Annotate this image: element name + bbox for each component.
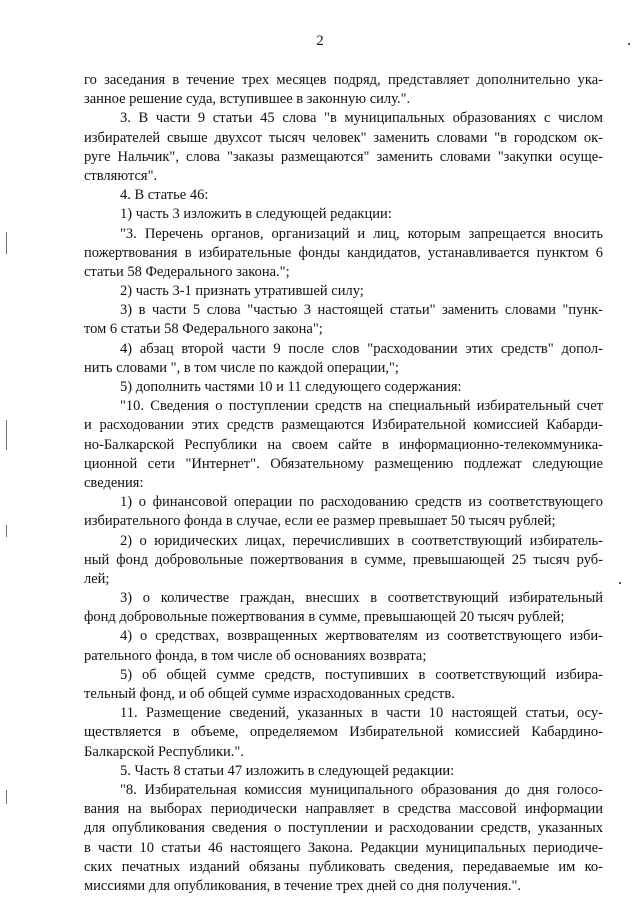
text-line: ществляется в объеме, определяемом Избирательной комиссией Кабардино- xyxy=(84,724,603,741)
text-line: 5. Часть 8 статьи 47 изложить в следующей редакции: xyxy=(120,762,455,779)
page-number: 2 xyxy=(316,33,324,49)
text-line: "10. Сведения о поступлении средств на специальный избирательный счет xyxy=(120,398,603,415)
text-line: 2) о юридических лицах, перечисливших в соответствующий избиратель- xyxy=(120,532,603,549)
text-line: руге Нальчик", слова "заказы размещаются" заменить словами "закупки осуще- xyxy=(84,148,603,165)
text-line: 4) абзац второй части 9 после слов "расходовании этих средств" допол- xyxy=(120,340,603,357)
text-line: ционной сети "Интернет". Обязательному размещению подлежат следующие xyxy=(84,455,603,472)
text-line: 2) часть 3-1 признать утратившей силу; xyxy=(120,283,364,300)
text-line: 3) в части 5 слова "частью 3 настоящей статьи" заменить словами "пунк- xyxy=(120,302,603,319)
text-line: лей; xyxy=(84,570,110,587)
text-line: 4) о средствах, возвращенных жертвователям из соответствующего изби- xyxy=(120,628,603,645)
text-line: 1) часть 3 изложить в следующей редакции: xyxy=(120,206,392,223)
text-line: ствляются". xyxy=(84,167,158,184)
scan-dot-right xyxy=(619,582,621,584)
text-line: для опубликования сведения о поступлении и расходовании средств, указанных xyxy=(84,820,603,837)
text-line: нить словами ", в том числе по каждой операции,"; xyxy=(84,359,399,376)
text-line: "3. Перечень органов, организаций и лиц, которым запрещается вносить xyxy=(120,225,603,242)
scan-dot-top-right xyxy=(628,43,630,45)
text-line: 5) дополнить частями 10 и 11 следующего содержания: xyxy=(120,379,462,395)
text-line: занное решение суда, вступившее в законную силу.". xyxy=(84,91,411,108)
text-line: 3) о количестве граждан, внесших в соответствующий избирательный xyxy=(120,590,603,607)
text-line: "8. Избирательная комиссия муниципального образования до дня голосо- xyxy=(120,781,603,798)
text-line: 11. Размещение сведений, указанных в части 10 настоящей статьи, осу- xyxy=(120,705,603,722)
scan-margin-mark-bottom xyxy=(6,790,7,804)
text-line: избирательного фонда в случае, если ее размер превышает 50 тысяч рублей; xyxy=(84,513,556,530)
text-line: 3. В части 9 статьи 45 слова "в муниципальных образованиях с числом xyxy=(120,110,603,127)
document-body xyxy=(84,71,603,896)
text-line: пожертвования в избирательные фонды кандидатов, устанавливается пунктом 6 xyxy=(84,244,603,261)
text-line: ный фонд добровольные пожертвования в сумме, превышающей 25 тысяч руб- xyxy=(84,551,603,568)
scan-margin-mark-mid xyxy=(6,420,7,450)
text-line: в части 10 статьи 46 настоящего Закона. Редакции муниципальных периодиче- xyxy=(84,839,603,856)
scan-margin-mark-top xyxy=(6,232,7,254)
text-line: статьи 58 Федерального закона."; xyxy=(84,263,290,280)
text-line: том 6 статьи 58 Федерального закона"; xyxy=(84,321,323,338)
text-line: тельный фонд, и об общей сумме израсходованных средств. xyxy=(84,686,455,702)
text-line: миссиями для опубликования, в течение трех дней со дня получения.". xyxy=(84,877,522,894)
text-line: вания на выборах периодически направляет в средства массовой информации xyxy=(84,801,603,818)
text-line: избирателей свыше двухсот тысяч человек" заменить словами "в городском ок- xyxy=(84,129,603,146)
text-line: но-Балкарской Республики на своем сайте в информационно-телекоммуника- xyxy=(84,436,603,453)
text-line: го заседания в течение трех месяцев подряд, представляет дополнительно ука- xyxy=(84,72,603,88)
text-line: 1) о финансовой операции по расходованию средств из соответствующего xyxy=(120,494,603,511)
text-line: и расходовании этих средств размещаются Избирательной комиссией Кабарди- xyxy=(84,417,603,434)
text-line: рательного фонда, в том числе об основаниях возврата; xyxy=(84,647,427,664)
text-line: 5) об общей сумме средств, поступивших в соответствующий избира- xyxy=(120,666,603,683)
text-line: сведения: xyxy=(84,474,144,491)
text-line: фонд добровольные пожертвования в сумме, превышающей 20 тысяч рублей; xyxy=(84,609,565,626)
text-line: Балкарской Республики.". xyxy=(84,743,244,760)
text-line: 4. В статье 46: xyxy=(120,187,209,204)
scan-margin-mark-lower xyxy=(6,525,7,537)
text-line: ских печатных изданий обязаны публиковать сведения, передаваемые им ко- xyxy=(84,858,603,875)
